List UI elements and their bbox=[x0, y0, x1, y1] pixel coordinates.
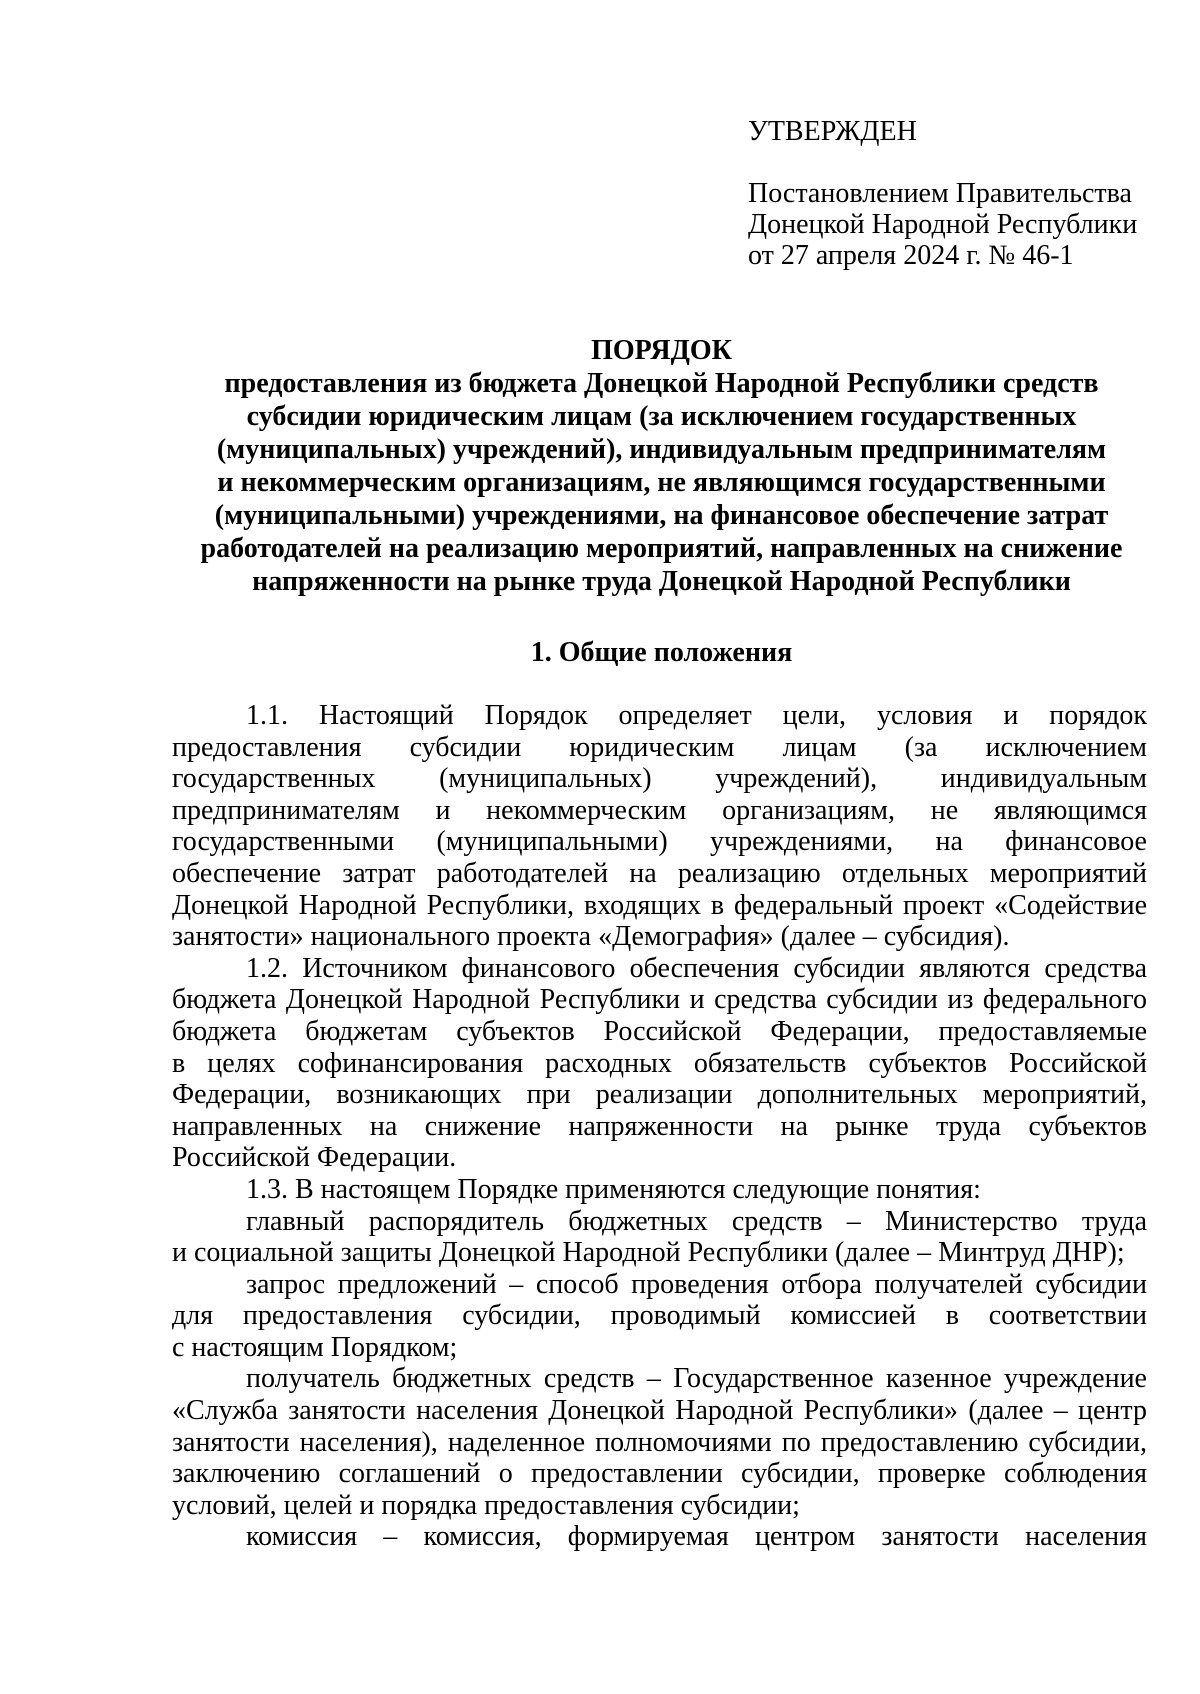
approval-line-3: от 27 апреля 2024 г. № 46-1 bbox=[748, 240, 1074, 271]
approval-line-2: Донецкой Народной Республики bbox=[748, 209, 1138, 240]
body-line: запрос предложений – способ проведения отбора получателей субсидии bbox=[246, 1268, 1147, 1300]
title-heading: ПОРЯДОК bbox=[591, 335, 732, 366]
body-line: с настоящим Порядком; bbox=[172, 1331, 458, 1363]
body-line: государственных (муниципальных) учреждений), индивидуальным bbox=[172, 763, 1147, 795]
title-line-6: работодателей на реализацию мероприятий, направленных на снижение bbox=[200, 533, 1123, 564]
body-line: комиссия – комиссия, формируемая центром занятости населения bbox=[246, 1521, 1147, 1553]
title-line-2: субсидии юридическим лицам (за исключением государственных bbox=[246, 401, 1077, 432]
body-line: для предоставления субсидии, проводимый комиссией в соответствии bbox=[172, 1300, 1147, 1332]
approval-spacer bbox=[748, 147, 1137, 178]
body-line: получатель бюджетных средств – Государственное казенное учреждение bbox=[246, 1363, 1147, 1395]
body-line: главный распорядитель бюджетных средств – Министерство труда bbox=[246, 1205, 1147, 1237]
approval-line-1: Постановлением Правительства bbox=[748, 178, 1132, 209]
body-line: Донецкой Народной Республики, входящих в федеральный проект «Содействие bbox=[172, 889, 1147, 921]
title-line-3: (муниципальных) учреждений), индивидуальным предпринимателям bbox=[216, 434, 1107, 465]
body-line: предпринимателям и некоммерческим организациям, не являющимся bbox=[172, 794, 1147, 826]
body-line: в целях софинансирования расходных обязательств субъектов Российской bbox=[172, 1047, 1147, 1079]
body-line: направленных на снижение напряженности на рынке труда субъектов bbox=[172, 1110, 1147, 1142]
body-line: занятости» национального проекта «Демография» (далее – субсидия). bbox=[172, 921, 1010, 953]
document-title bbox=[170, 334, 1153, 598]
title-line-7: напряженности на рынке труда Донецкой Народной Республики bbox=[252, 566, 1071, 597]
body-line: занятости населения), наделенное полномочиями по предоставлению субсидии, bbox=[172, 1426, 1147, 1458]
body-line: Российской Федерации. bbox=[172, 1142, 457, 1174]
body-line: обеспечение затрат работодателей на реализацию отдельных мероприятий bbox=[172, 857, 1147, 889]
title-line-4: и некоммерческим организациям, не являющимся государственными bbox=[217, 467, 1106, 498]
body-line: бюджета бюджетам субъектов Российской Федерации, предоставляемые bbox=[172, 1015, 1147, 1047]
section-heading: 1. Общие положения bbox=[530, 637, 793, 668]
body-text bbox=[172, 700, 1147, 1553]
title-line-5: (муниципальными) учреждениями, на финансовое обеспечение затрат bbox=[214, 500, 1109, 531]
body-line: условий, целей и порядка предоставления субсидии; bbox=[172, 1489, 800, 1521]
body-line: заключению соглашений о предоставлении субсидии, проверке соблюдения bbox=[172, 1458, 1147, 1490]
body-line: 1.2. Источником финансового обеспечения субсидии являются средства bbox=[246, 952, 1147, 984]
body-line: «Служба занятости населения Донецкой Народной Республики» (далее – центр bbox=[172, 1395, 1147, 1427]
approval-status: УТВЕРЖДЕН bbox=[748, 116, 917, 147]
body-line: бюджета Донецкой Народной Республики и средства субсидии из федерального bbox=[172, 984, 1147, 1016]
body-line: и социальной защиты Донецкой Народной Республики (далее – Минтруд ДНР); bbox=[172, 1237, 1125, 1269]
body-line: государственными (муниципальными) учреждениями, на финансовое bbox=[172, 826, 1147, 858]
body-line: 1.3. В настоящем Порядке применяются следующие понятия: bbox=[246, 1173, 981, 1205]
body-line: 1.1. Настоящий Порядок определяет цели, условия и порядок bbox=[246, 700, 1147, 731]
title-line-1: предоставления из бюджета Донецкой Народной Республики средств bbox=[224, 368, 1099, 399]
body-line: предоставления субсидии юридическим лицам (за исключением bbox=[172, 731, 1147, 763]
approval-stamp-block bbox=[748, 116, 1137, 271]
body-line: Федерации, возникающих при реализации дополнительных мероприятий, bbox=[172, 1079, 1147, 1111]
